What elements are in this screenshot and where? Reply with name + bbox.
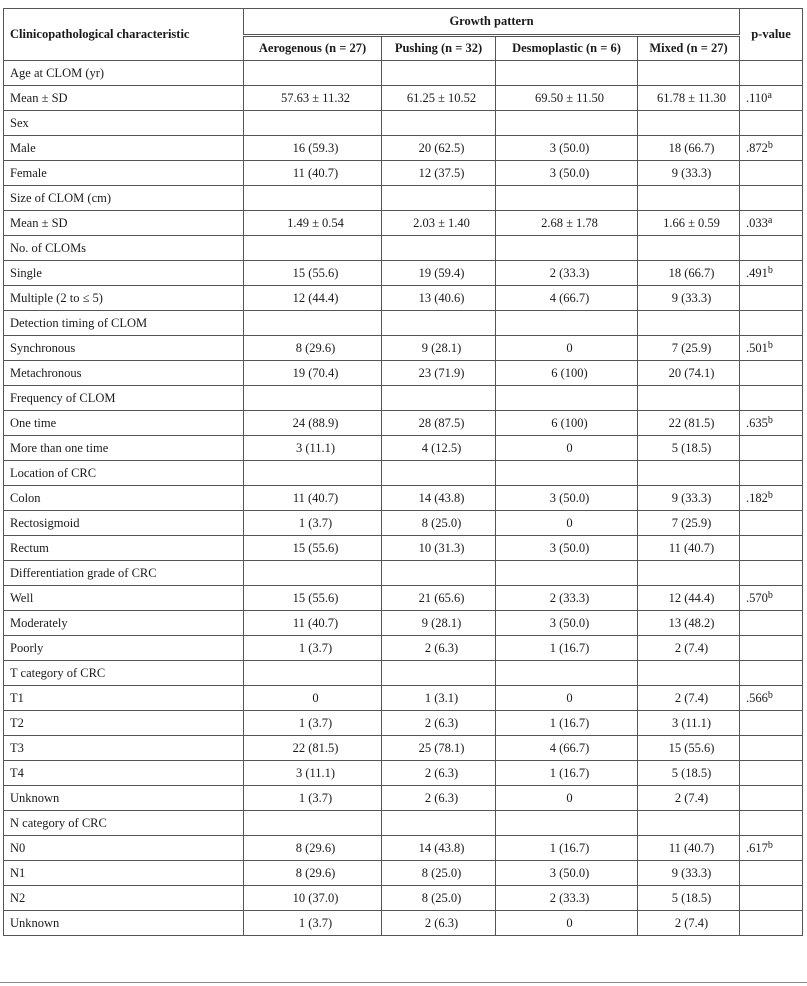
table-row — [4, 661, 803, 686]
table-row — [4, 436, 803, 461]
p-value-cell — [740, 486, 803, 511]
cell-value — [244, 311, 382, 336]
p-value-cell — [740, 61, 803, 86]
cell-value: 8 (29.6) — [244, 836, 382, 861]
cell-value: 4 (66.7) — [496, 286, 638, 311]
cell-value: 3 (50.0) — [496, 536, 638, 561]
p-value-cell — [740, 661, 803, 686]
cell-value — [638, 561, 740, 586]
cell-value: 15 (55.6) — [244, 261, 382, 286]
row-label: More than one time — [4, 436, 244, 461]
cell-value: 9 (33.3) — [638, 286, 740, 311]
cell-value: 3 (50.0) — [496, 611, 638, 636]
p-value: .566 — [746, 690, 768, 705]
row-label: Colon — [4, 486, 244, 511]
table-row — [4, 736, 803, 761]
p-value-cell — [740, 911, 803, 936]
cell-value: 11 (40.7) — [638, 836, 740, 861]
cell-value — [496, 811, 638, 836]
p-value-footnote-mark: a — [767, 214, 773, 226]
row-label: N2 — [4, 886, 244, 911]
cell-value: 1 (16.7) — [496, 636, 638, 661]
cell-value: 2 (7.4) — [638, 786, 740, 811]
cell-value — [638, 811, 740, 836]
cell-value: 3 (50.0) — [496, 136, 638, 161]
header-row-top — [4, 9, 803, 36]
row-label: Metachronous — [4, 361, 244, 386]
cell-value: 7 (25.9) — [638, 336, 740, 361]
cell-value: 2 (7.4) — [638, 911, 740, 936]
cell-value: 0 — [496, 336, 638, 361]
p-value: .501 — [746, 340, 768, 355]
cell-value — [638, 386, 740, 411]
cell-value: 12 (44.4) — [638, 586, 740, 611]
p-value-cell — [740, 586, 803, 611]
table-row — [4, 386, 803, 411]
row-label: N category of CRC — [4, 811, 244, 836]
cell-value: 0 — [496, 911, 638, 936]
p-value-cell — [740, 111, 803, 136]
cell-value — [382, 661, 496, 686]
cell-value: 2 (7.4) — [638, 636, 740, 661]
cell-value — [382, 461, 496, 486]
p-value-cell — [740, 211, 803, 236]
cell-value: 21 (65.6) — [382, 586, 496, 611]
table-row — [4, 111, 803, 136]
row-label: T4 — [4, 761, 244, 786]
row-label: N0 — [4, 836, 244, 861]
row-label: T2 — [4, 711, 244, 736]
cell-value: 0 — [496, 786, 638, 811]
p-value: .033 — [746, 215, 768, 230]
cell-value: 15 (55.6) — [638, 736, 740, 761]
cell-value: 8 (25.0) — [382, 511, 496, 536]
table-row — [4, 536, 803, 561]
p-value-cell — [740, 536, 803, 561]
cell-value: 2 (6.3) — [382, 711, 496, 736]
row-label: Unknown — [4, 786, 244, 811]
cell-value: 0 — [244, 686, 382, 711]
p-value-cell — [740, 136, 803, 161]
table-row — [4, 711, 803, 736]
row-label: Moderately — [4, 611, 244, 636]
table-row — [4, 811, 803, 836]
cell-value: 9 (28.1) — [382, 336, 496, 361]
cell-value: 61.78 ± 11.30 — [638, 86, 740, 111]
p-value-cell — [740, 161, 803, 186]
row-label: Multiple (2 to ≤ 5) — [4, 286, 244, 311]
p-value-footnote-mark: b — [767, 689, 773, 701]
table-row — [4, 186, 803, 211]
cell-value: 6 (100) — [496, 411, 638, 436]
p-value: .491 — [746, 265, 768, 280]
cell-value: 13 (40.6) — [382, 286, 496, 311]
cell-value — [638, 236, 740, 261]
table-row — [4, 611, 803, 636]
cell-value: 7 (25.9) — [638, 511, 740, 536]
cell-value: 3 (11.1) — [638, 711, 740, 736]
p-value-footnote-mark: a — [767, 89, 772, 101]
table-row — [4, 886, 803, 911]
cell-value: 19 (59.4) — [382, 261, 496, 286]
row-label: Synchronous — [4, 336, 244, 361]
p-value-cell — [740, 861, 803, 886]
cell-value — [496, 61, 638, 86]
table-row — [4, 586, 803, 611]
cell-value: 10 (31.3) — [382, 536, 496, 561]
cell-value: 2 (6.3) — [382, 636, 496, 661]
table-row — [4, 911, 803, 936]
p-value-footnote-mark: b — [767, 589, 773, 601]
header-group-mixed: Mixed (n = 27) — [638, 36, 740, 61]
p-value-cell — [740, 86, 803, 111]
p-value-footnote-mark: b — [767, 339, 773, 351]
row-label: Male — [4, 136, 244, 161]
table-row — [4, 261, 803, 286]
row-label: N1 — [4, 861, 244, 886]
cell-value — [638, 461, 740, 486]
header-growth-pattern: Growth pattern — [244, 9, 740, 36]
p-value-cell — [740, 561, 803, 586]
cell-value: 1 (3.1) — [382, 686, 496, 711]
cell-value: 0 — [496, 436, 638, 461]
cell-value: 8 (25.0) — [382, 886, 496, 911]
p-value-footnote-mark: b — [767, 489, 773, 501]
cell-value: 5 (18.5) — [638, 436, 740, 461]
table-row — [4, 761, 803, 786]
cell-value — [244, 236, 382, 261]
cell-value: 0 — [496, 511, 638, 536]
table-row — [4, 211, 803, 236]
cell-value: 16 (59.3) — [244, 136, 382, 161]
cell-value — [638, 661, 740, 686]
cell-value: 1 (16.7) — [496, 836, 638, 861]
table-row — [4, 511, 803, 536]
table-row — [4, 61, 803, 86]
cell-value: 1 (3.7) — [244, 636, 382, 661]
row-label: Detection timing of CLOM — [4, 311, 244, 336]
cell-value — [382, 111, 496, 136]
p-value-cell — [740, 286, 803, 311]
cell-value: 1 (3.7) — [244, 511, 382, 536]
p-value-cell — [740, 686, 803, 711]
table-row — [4, 836, 803, 861]
header-group-desmoplastic: Desmoplastic (n = 6) — [496, 36, 638, 61]
table-row — [4, 486, 803, 511]
cell-value: 1.66 ± 0.59 — [638, 211, 740, 236]
table-row — [4, 336, 803, 361]
header-p-value: p-value — [740, 9, 803, 61]
cell-value — [638, 61, 740, 86]
cell-value — [496, 386, 638, 411]
cell-value — [244, 61, 382, 86]
cell-value: 19 (70.4) — [244, 361, 382, 386]
cell-value: 18 (66.7) — [638, 136, 740, 161]
cell-value — [382, 61, 496, 86]
header-group-pushing: Pushing (n = 32) — [382, 36, 496, 61]
p-value: .617 — [746, 840, 768, 855]
row-label: Single — [4, 261, 244, 286]
cell-value: 22 (81.5) — [638, 411, 740, 436]
row-label: One time — [4, 411, 244, 436]
p-value-cell — [740, 311, 803, 336]
cell-value: 28 (87.5) — [382, 411, 496, 436]
cell-value — [496, 186, 638, 211]
cell-value — [382, 811, 496, 836]
cell-value: 6 (100) — [496, 361, 638, 386]
p-value-cell — [740, 386, 803, 411]
cell-value: 5 (18.5) — [638, 761, 740, 786]
table-row — [4, 686, 803, 711]
p-value-cell — [740, 236, 803, 261]
table-row — [4, 311, 803, 336]
p-value-cell — [740, 761, 803, 786]
clinicopathological-table — [3, 8, 803, 936]
p-value-cell — [740, 636, 803, 661]
table-row — [4, 561, 803, 586]
row-label: Frequency of CLOM — [4, 386, 244, 411]
p-value-footnote-mark: b — [767, 264, 773, 276]
p-value-cell — [740, 461, 803, 486]
cell-value: 8 (29.6) — [244, 861, 382, 886]
cell-value — [496, 311, 638, 336]
row-label: Well — [4, 586, 244, 611]
table-row — [4, 461, 803, 486]
cell-value — [638, 311, 740, 336]
p-value-cell — [740, 261, 803, 286]
cell-value: 25 (78.1) — [382, 736, 496, 761]
cell-value — [244, 561, 382, 586]
cell-value — [496, 236, 638, 261]
row-label: Size of CLOM (cm) — [4, 186, 244, 211]
cell-value: 57.63 ± 11.32 — [244, 86, 382, 111]
header-group-aerogenous: Aerogenous (n = 27) — [244, 36, 382, 61]
cell-value: 12 (44.4) — [244, 286, 382, 311]
p-value-cell — [740, 186, 803, 211]
cell-value — [244, 661, 382, 686]
cell-value — [244, 811, 382, 836]
cell-value: 3 (50.0) — [496, 486, 638, 511]
cell-value — [244, 461, 382, 486]
row-label: Female — [4, 161, 244, 186]
cell-value: 24 (88.9) — [244, 411, 382, 436]
cell-value: 0 — [496, 686, 638, 711]
cell-value: 13 (48.2) — [638, 611, 740, 636]
row-label: Poorly — [4, 636, 244, 661]
cell-value: 2 (6.3) — [382, 911, 496, 936]
cell-value: 18 (66.7) — [638, 261, 740, 286]
p-value: .110 — [746, 90, 768, 105]
cell-value: 2.68 ± 1.78 — [496, 211, 638, 236]
p-value-cell — [740, 411, 803, 436]
cell-value: 61.25 ± 10.52 — [382, 86, 496, 111]
cell-value: 2 (33.3) — [496, 886, 638, 911]
p-value-footnote-mark: b — [767, 839, 773, 851]
cell-value: 9 (28.1) — [382, 611, 496, 636]
cell-value — [638, 186, 740, 211]
cell-value: 1 (3.7) — [244, 711, 382, 736]
p-value-cell — [740, 336, 803, 361]
cell-value: 10 (37.0) — [244, 886, 382, 911]
table-row — [4, 236, 803, 261]
p-value-cell — [740, 786, 803, 811]
cell-value: 12 (37.5) — [382, 161, 496, 186]
row-label: Differentiation grade of CRC — [4, 561, 244, 586]
row-label: Mean ± SD — [4, 211, 244, 236]
p-value-cell — [740, 836, 803, 861]
p-value-cell — [740, 436, 803, 461]
cell-value — [496, 661, 638, 686]
cell-value — [382, 311, 496, 336]
cell-value: 15 (55.6) — [244, 536, 382, 561]
cell-value: 1 (16.7) — [496, 711, 638, 736]
cell-value: 2 (33.3) — [496, 261, 638, 286]
cell-value: 9 (33.3) — [638, 161, 740, 186]
cell-value: 14 (43.8) — [382, 836, 496, 861]
p-value-footnote-mark: b — [767, 414, 773, 426]
p-value-cell — [740, 611, 803, 636]
row-label: T1 — [4, 686, 244, 711]
table-row — [4, 636, 803, 661]
cell-value: 3 (50.0) — [496, 861, 638, 886]
p-value-cell — [740, 361, 803, 386]
cell-value: 20 (74.1) — [638, 361, 740, 386]
cell-value: 3 (11.1) — [244, 761, 382, 786]
cell-value: 8 (29.6) — [244, 336, 382, 361]
cell-value: 8 (25.0) — [382, 861, 496, 886]
cell-value — [496, 561, 638, 586]
table-row — [4, 286, 803, 311]
cell-value: 11 (40.7) — [244, 611, 382, 636]
table-row — [4, 136, 803, 161]
p-value: .872 — [746, 140, 768, 155]
header-characteristic: Clinicopathological characteristic — [4, 9, 244, 61]
p-value: .182 — [746, 490, 768, 505]
row-label: Rectosigmoid — [4, 511, 244, 536]
cell-value — [382, 236, 496, 261]
cell-value: 2.03 ± 1.40 — [382, 211, 496, 236]
cell-value — [382, 186, 496, 211]
table-row — [4, 361, 803, 386]
cell-value: 4 (12.5) — [382, 436, 496, 461]
cell-value: 20 (62.5) — [382, 136, 496, 161]
cell-value — [496, 111, 638, 136]
cell-value: 1.49 ± 0.54 — [244, 211, 382, 236]
row-label: Sex — [4, 111, 244, 136]
table-row — [4, 861, 803, 886]
cell-value: 5 (18.5) — [638, 886, 740, 911]
cell-value: 2 (33.3) — [496, 586, 638, 611]
row-label: Age at CLOM (yr) — [4, 61, 244, 86]
p-value-cell — [740, 711, 803, 736]
cell-value: 9 (33.3) — [638, 486, 740, 511]
cell-value — [496, 461, 638, 486]
p-value-footnote-mark: b — [767, 139, 773, 151]
cell-value: 4 (66.7) — [496, 736, 638, 761]
table-row — [4, 161, 803, 186]
p-value-cell — [740, 811, 803, 836]
table-row — [4, 411, 803, 436]
row-label: T category of CRC — [4, 661, 244, 686]
cell-value: 2 (7.4) — [638, 686, 740, 711]
cell-value — [382, 561, 496, 586]
p-value-cell — [740, 886, 803, 911]
p-value: .570 — [746, 590, 768, 605]
cell-value: 1 (3.7) — [244, 911, 382, 936]
cell-value — [244, 386, 382, 411]
row-label: No. of CLOMs — [4, 236, 244, 261]
cell-value: 2 (6.3) — [382, 761, 496, 786]
row-label: Unknown — [4, 911, 244, 936]
row-label: Rectum — [4, 536, 244, 561]
cell-value: 23 (71.9) — [382, 361, 496, 386]
cell-value: 1 (16.7) — [496, 761, 638, 786]
cell-value: 11 (40.7) — [244, 486, 382, 511]
table-body — [4, 61, 803, 936]
cell-value: 3 (11.1) — [244, 436, 382, 461]
row-label: Mean ± SD — [4, 86, 244, 111]
table-row — [4, 86, 803, 111]
cell-value: 1 (3.7) — [244, 786, 382, 811]
cell-value: 11 (40.7) — [244, 161, 382, 186]
cell-value: 22 (81.5) — [244, 736, 382, 761]
cell-value — [244, 111, 382, 136]
table-row — [4, 786, 803, 811]
bottom-rule — [0, 982, 807, 983]
p-value-cell — [740, 511, 803, 536]
row-label: T3 — [4, 736, 244, 761]
cell-value: 69.50 ± 11.50 — [496, 86, 638, 111]
cell-value: 14 (43.8) — [382, 486, 496, 511]
cell-value — [638, 111, 740, 136]
cell-value: 11 (40.7) — [638, 536, 740, 561]
cell-value — [244, 186, 382, 211]
row-label: Location of CRC — [4, 461, 244, 486]
cell-value: 9 (33.3) — [638, 861, 740, 886]
cell-value — [382, 386, 496, 411]
cell-value: 2 (6.3) — [382, 786, 496, 811]
p-value-cell — [740, 736, 803, 761]
p-value: .635 — [746, 415, 768, 430]
cell-value: 15 (55.6) — [244, 586, 382, 611]
cell-value: 3 (50.0) — [496, 161, 638, 186]
